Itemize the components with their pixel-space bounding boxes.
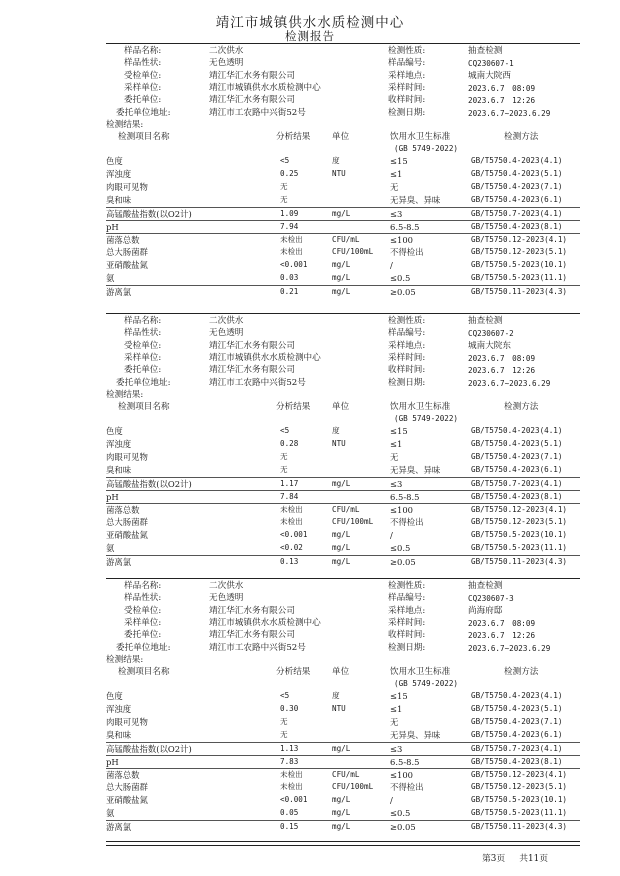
value-client: 靖江华汇水务有限公司: [209, 630, 295, 641]
table-row: [106, 464, 580, 477]
col-standard-sub: (GB 5749-2022): [394, 414, 459, 423]
results-label: 检测结果:: [106, 390, 144, 400]
cell-unit: mg/L: [332, 209, 351, 218]
cell-result: 0.13: [280, 557, 299, 566]
cell-method: GB/T5750.12-2023(4.1): [471, 505, 568, 514]
cell-method: GB/T5750.12-2023(4.1): [471, 770, 568, 779]
cell-standard: 无: [390, 452, 399, 462]
cell-result: 未检出: [280, 247, 303, 256]
cell-unit: CFU/mL: [332, 505, 360, 514]
cell-item: 浑浊度: [106, 169, 132, 179]
cell-method: GB/T5750.4-2023(8.1): [471, 757, 563, 766]
cell-method: GB/T5750.11-2023(4.3): [471, 557, 568, 566]
cell-item: pH: [106, 757, 119, 767]
value-client_address: 靖江市工农路中兴街52号: [209, 107, 306, 118]
table-row: [106, 716, 580, 729]
cell-item: 色度: [106, 156, 123, 166]
label-sampling_time: 采样时间:: [388, 352, 426, 363]
cell-unit: 度: [332, 426, 340, 435]
cell-item: 游离氯: [106, 557, 132, 567]
table-row: [106, 272, 580, 285]
cell-standard: 不得检出: [390, 517, 424, 527]
cell-standard: 无: [390, 182, 399, 192]
table-row: [106, 529, 580, 542]
cell-result: <0.02: [280, 543, 303, 552]
cell-standard: 6.5-8.5: [390, 222, 420, 232]
label-client_address: 委托单位地址:: [116, 642, 171, 653]
cell-result: 未检出: [280, 770, 303, 779]
table-row: [106, 168, 580, 181]
cell-result: 1.17: [280, 479, 299, 488]
table-row: [106, 555, 580, 569]
value-sample_name: 二次供水: [209, 46, 244, 56]
table-row: [106, 781, 580, 794]
report-subtitle: 检测报告: [285, 29, 335, 43]
cell-unit: CFU/100mL: [332, 517, 374, 526]
value-client: 靖江华汇水务有限公司: [209, 95, 295, 106]
page-footer: [482, 851, 562, 864]
col-standard-sub: (GB 5749-2022): [394, 679, 459, 688]
col-item: 检测项目名称: [118, 402, 170, 412]
cell-standard: 6.5-8.5: [390, 492, 420, 502]
value-inspected_unit: 靖江华汇水务有限公司: [209, 340, 295, 351]
table-row: [106, 233, 580, 247]
cell-method: GB/T5750.7-2023(4.1): [471, 744, 563, 753]
cell-method: GB/T5750.4-2023(5.1): [471, 169, 563, 178]
cell-item: 氨: [106, 543, 115, 553]
cell-result: 1.09: [280, 209, 299, 218]
cell-standard: ≤0.5: [390, 808, 411, 818]
col-unit: 单位: [332, 667, 350, 677]
col-unit: 单位: [332, 132, 350, 142]
label-sample_name: 样品名称:: [124, 316, 162, 326]
cell-item: 臭和味: [106, 195, 132, 205]
cell-unit: NTU: [332, 169, 346, 178]
cell-item: 菌落总数: [106, 770, 140, 780]
value-test_nature: 抽查检测: [468, 46, 503, 56]
cell-item: 浑浊度: [106, 704, 132, 714]
label-client_address: 委托单位地址:: [116, 107, 171, 118]
col-result: 分析结果: [276, 667, 311, 677]
table-row: [106, 755, 580, 769]
cell-unit: CFU/100mL: [332, 247, 374, 256]
cell-unit: NTU: [332, 704, 346, 713]
cell-item: 亚硝酸盐氮: [106, 260, 148, 270]
value-test_nature: 抽查检测: [468, 581, 503, 591]
col-item: 检测项目名称: [118, 667, 170, 677]
sample-section-1: [106, 43, 580, 304]
cell-standard: ≤1: [390, 704, 403, 714]
cell-result: 0.15: [280, 822, 299, 831]
label-sampling_time: 采样时间:: [388, 617, 426, 628]
cell-unit: mg/L: [332, 273, 351, 282]
cell-method: GB/T5750.5-2023(10.1): [471, 260, 568, 269]
sample-section-2: [106, 313, 580, 574]
page-number: 第3页: [482, 854, 506, 864]
label-inspected_unit: 受检单位:: [124, 70, 162, 81]
col-item: 检测项目名称: [118, 132, 170, 142]
cell-standard: ≤1: [390, 169, 403, 179]
table-row: [106, 807, 580, 820]
label-sampling_site: 采样地点:: [388, 340, 426, 351]
cell-method: GB/T5750.7-2023(4.1): [471, 479, 563, 488]
value-test_date: 2023.6.7~2023.6.29: [468, 108, 551, 118]
value-sample_name: 二次供水: [209, 581, 244, 591]
cell-result: 未检出: [280, 782, 303, 791]
col-method: 检测方法: [504, 667, 539, 677]
cell-method: GB/T5750.5-2023(11.1): [471, 543, 568, 552]
label-client: 委托单位:: [124, 95, 162, 106]
cell-unit: mg/L: [332, 543, 351, 552]
label-sampling_unit: 采样单位:: [124, 352, 162, 363]
cell-method: GB/T5750.4-2023(4.1): [471, 156, 563, 165]
cell-standard: ≥0.05: [390, 557, 416, 567]
cell-method: GB/T5750.5-2023(11.1): [471, 273, 568, 282]
table-row: [106, 477, 580, 491]
cell-standard: ≤100: [390, 235, 414, 245]
value-sampling_unit: 靖江市城镇供水水质检测中心: [209, 617, 321, 628]
cell-method: GB/T5750.4-2023(7.1): [471, 452, 563, 461]
cell-unit: 度: [332, 156, 340, 165]
cell-result: 0.05: [280, 808, 299, 817]
cell-method: GB/T5750.4-2023(4.1): [471, 426, 563, 435]
label-sample_appearance: 样品性状:: [124, 593, 162, 604]
cell-standard: ≤15: [390, 691, 408, 701]
footer-divider: [106, 845, 580, 846]
cell-unit: mg/L: [332, 795, 351, 804]
table-row: [106, 742, 580, 756]
cell-standard: ≤0.5: [390, 543, 411, 553]
value-receive_time: 2023.6.7 12:26: [468, 631, 536, 641]
cell-standard: /: [390, 795, 393, 805]
cell-method: GB/T5750.4-2023(7.1): [471, 182, 563, 191]
cell-item: 菌落总数: [106, 235, 140, 245]
cell-result: 无: [280, 730, 288, 739]
value-sampling_time: 2023.6.7 08:09: [468, 618, 536, 628]
cell-result: <0.001: [280, 530, 308, 539]
cell-unit: mg/L: [332, 260, 351, 269]
table-row: [106, 285, 580, 299]
cell-unit: mg/L: [332, 287, 351, 296]
cell-item: 高锰酸盐指数(以O2计): [106, 209, 192, 219]
cell-method: GB/T5750.7-2023(4.1): [471, 209, 563, 218]
label-sample_appearance: 样品性状:: [124, 328, 162, 339]
col-standard: 饮用水卫生标准: [390, 667, 451, 677]
value-test_date: 2023.6.7~2023.6.29: [468, 643, 551, 653]
label-client_address: 委托单位地址:: [116, 377, 171, 388]
label-test_date: 检测日期:: [388, 107, 426, 118]
cell-result: 1.13: [280, 744, 299, 753]
table-row: [106, 542, 580, 555]
label-sampling_unit: 采样单位:: [124, 82, 162, 93]
cell-item: 肉眼可见物: [106, 182, 148, 192]
cell-item: 总大肠菌群: [106, 247, 148, 257]
label-inspected_unit: 受检单位:: [124, 605, 162, 616]
cell-standard: 无异臭、异味: [390, 730, 441, 740]
cell-method: GB/T5750.4-2023(5.1): [471, 439, 563, 448]
table-row: [106, 703, 580, 716]
cell-result: 无: [280, 452, 288, 461]
value-sample_no: CQ230607-2: [468, 329, 514, 339]
cell-method: GB/T5750.4-2023(8.1): [471, 222, 563, 231]
cell-method: GB/T5750.12-2023(5.1): [471, 517, 568, 526]
value-sampling_time: 2023.6.7 08:09: [468, 353, 536, 363]
cell-standard: ≤100: [390, 770, 414, 780]
cell-result: 0.25: [280, 169, 299, 178]
results-label: 检测结果:: [106, 655, 144, 665]
cell-result: <5: [280, 426, 290, 435]
value-sample_no: CQ230607-3: [468, 594, 514, 604]
cell-result: 7.83: [280, 757, 299, 766]
table-row: [106, 516, 580, 529]
cell-standard: ≤3: [390, 209, 403, 219]
cell-result: 0.21: [280, 287, 299, 296]
table-row: [106, 690, 580, 703]
col-unit: 单位: [332, 402, 350, 412]
value-client: 靖江华汇水务有限公司: [209, 365, 295, 376]
col-standard-sub: (GB 5749-2022): [394, 144, 459, 153]
value-sample_name: 二次供水: [209, 316, 244, 326]
label-sample_no: 样品编号:: [388, 593, 426, 604]
cell-item: 色度: [106, 691, 123, 701]
cell-item: 肉眼可见物: [106, 717, 148, 727]
cell-result: 未检出: [280, 517, 303, 526]
label-receive_time: 收样时间:: [388, 365, 426, 376]
label-sample_name: 样品名称:: [124, 581, 162, 591]
cell-method: GB/T5750.4-2023(8.1): [471, 492, 563, 501]
value-client_address: 靖江市工农路中兴街52号: [209, 642, 306, 653]
value-sampling_unit: 靖江市城镇供水水质检测中心: [209, 82, 321, 93]
table-row: [106, 181, 580, 194]
cell-unit: mg/L: [332, 822, 351, 831]
cell-method: GB/T5750.4-2023(4.1): [471, 691, 563, 700]
cell-method: GB/T5750.5-2023(10.1): [471, 530, 568, 539]
cell-item: 游离氯: [106, 287, 132, 297]
col-standard: 饮用水卫生标准: [390, 402, 451, 412]
cell-result: <0.001: [280, 260, 308, 269]
cell-method: GB/T5750.4-2023(5.1): [471, 704, 563, 713]
table-row: [106, 729, 580, 742]
cell-method: GB/T5750.12-2023(5.1): [471, 247, 568, 256]
cell-standard: ≤15: [390, 156, 408, 166]
cell-unit: mg/L: [332, 479, 351, 488]
cell-standard: 不得检出: [390, 247, 424, 257]
cell-result: 无: [280, 717, 288, 726]
label-sampling_unit: 采样单位:: [124, 617, 162, 628]
label-sample_no: 样品编号:: [388, 58, 426, 69]
value-sampling_time: 2023.6.7 08:09: [468, 83, 536, 93]
cell-unit: CFU/mL: [332, 770, 360, 779]
cell-standard: ≤1: [390, 439, 403, 449]
col-standard: 饮用水卫生标准: [390, 132, 451, 142]
cell-item: 氨: [106, 273, 115, 283]
cell-standard: /: [390, 260, 393, 270]
cell-result: 7.84: [280, 492, 299, 501]
cell-standard: ≤3: [390, 744, 403, 754]
cell-item: 高锰酸盐指数(以O2计): [106, 479, 192, 489]
cell-method: GB/T5750.12-2023(4.1): [471, 235, 568, 244]
cell-item: 游离氯: [106, 822, 132, 832]
cell-method: GB/T5750.4-2023(6.1): [471, 465, 563, 474]
label-test_date: 检测日期:: [388, 377, 426, 388]
cell-method: GB/T5750.4-2023(6.1): [471, 195, 563, 204]
label-test_nature: 检测性质:: [388, 316, 426, 326]
cell-method: GB/T5750.11-2023(4.3): [471, 822, 568, 831]
label-sampling_time: 采样时间:: [388, 82, 426, 93]
value-inspected_unit: 靖江华汇水务有限公司: [209, 605, 295, 616]
label-sample_appearance: 样品性状:: [124, 58, 162, 69]
value-sampling_unit: 靖江市城镇供水水质检测中心: [209, 352, 321, 363]
cell-method: GB/T5750.4-2023(7.1): [471, 717, 563, 726]
value-sampling_site: 尚海府邸: [468, 605, 503, 616]
cell-standard: ≤3: [390, 479, 403, 489]
value-client_address: 靖江市工农路中兴街52号: [209, 377, 306, 388]
cell-unit: CFU/100mL: [332, 782, 374, 791]
value-sample_no: CQ230607-1: [468, 59, 514, 69]
col-method: 检测方法: [504, 402, 539, 412]
value-test_date: 2023.6.7~2023.6.29: [468, 378, 551, 388]
cell-item: 亚硝酸盐氮: [106, 530, 148, 540]
label-test_nature: 检测性质:: [388, 581, 426, 591]
cell-unit: NTU: [332, 439, 346, 448]
table-row: [106, 451, 580, 464]
col-result: 分析结果: [276, 132, 311, 142]
cell-result: <5: [280, 691, 290, 700]
cell-item: 总大肠菌群: [106, 517, 148, 527]
cell-standard: 6.5-8.5: [390, 757, 420, 767]
label-sampling_site: 采样地点:: [388, 70, 426, 81]
col-result: 分析结果: [276, 402, 311, 412]
cell-standard: ≥0.05: [390, 822, 416, 832]
cell-standard: 无: [390, 717, 399, 727]
table-row: [106, 194, 580, 207]
cell-result: 0.28: [280, 439, 299, 448]
cell-item: 氨: [106, 808, 115, 818]
cell-standard: 无异臭、异味: [390, 465, 441, 475]
table-row: [106, 425, 580, 438]
cell-standard: ≥0.05: [390, 287, 416, 297]
table-row: [106, 246, 580, 259]
cell-unit: 度: [332, 691, 340, 700]
value-test_nature: 抽查检测: [468, 316, 503, 326]
cell-item: 高锰酸盐指数(以O2计): [106, 744, 192, 754]
sample-section-3: [106, 578, 580, 842]
value-receive_time: 2023.6.7 12:26: [468, 96, 536, 106]
cell-unit: CFU/mL: [332, 235, 360, 244]
cell-unit: mg/L: [332, 557, 351, 566]
cell-method: GB/T5750.5-2023(10.1): [471, 795, 568, 804]
label-sample_no: 样品编号:: [388, 328, 426, 339]
cell-item: pH: [106, 492, 119, 502]
cell-method: GB/T5750.5-2023(11.1): [471, 808, 568, 817]
cell-method: GB/T5750.4-2023(6.1): [471, 730, 563, 739]
cell-standard: /: [390, 530, 393, 540]
label-client: 委托单位:: [124, 630, 162, 641]
cell-result: <5: [280, 156, 290, 165]
cell-method: GB/T5750.12-2023(5.1): [471, 782, 568, 791]
label-sampling_site: 采样地点:: [388, 605, 426, 616]
cell-item: 总大肠菌群: [106, 782, 148, 792]
value-sample_appearance: 无色透明: [209, 58, 244, 69]
cell-result: 7.94: [280, 222, 299, 231]
cell-standard: 无异臭、异味: [390, 195, 441, 205]
cell-method: GB/T5750.11-2023(4.3): [471, 287, 568, 296]
cell-result: 0.30: [280, 704, 299, 713]
cell-item: 臭和味: [106, 730, 132, 740]
table-row: [106, 794, 580, 807]
label-inspected_unit: 受检单位:: [124, 340, 162, 351]
table-row: [106, 820, 580, 834]
cell-standard: 不得检出: [390, 782, 424, 792]
label-client: 委托单位:: [124, 365, 162, 376]
table-row: [106, 207, 580, 221]
label-receive_time: 收样时间:: [388, 95, 426, 106]
cell-standard: ≤100: [390, 505, 414, 515]
cell-unit: mg/L: [332, 530, 351, 539]
label-sample_name: 样品名称:: [124, 46, 162, 56]
label-test_nature: 检测性质:: [388, 46, 426, 56]
value-sample_appearance: 无色透明: [209, 593, 244, 604]
cell-standard: ≤0.5: [390, 273, 411, 283]
cell-unit: mg/L: [332, 744, 351, 753]
cell-item: 色度: [106, 426, 123, 436]
cell-item: 菌落总数: [106, 505, 140, 515]
cell-item: 臭和味: [106, 465, 132, 475]
cell-result: 未检出: [280, 235, 303, 244]
cell-unit: mg/L: [332, 808, 351, 817]
report-title: 靖江市城镇供水水质检测中心: [215, 15, 405, 31]
cell-result: <0.001: [280, 795, 308, 804]
table-row: [106, 155, 580, 168]
cell-item: 浑浊度: [106, 439, 132, 449]
table-row: [106, 220, 580, 234]
cell-item: 亚硝酸盐氮: [106, 795, 148, 805]
table-row: [106, 503, 580, 517]
table-row: [106, 768, 580, 782]
table-row: [106, 259, 580, 272]
cell-result: 无: [280, 195, 288, 204]
results-label: 检测结果:: [106, 120, 144, 130]
col-method: 检测方法: [504, 132, 539, 142]
cell-item: 肉眼可见物: [106, 452, 148, 462]
value-receive_time: 2023.6.7 12:26: [468, 366, 536, 376]
cell-result: 无: [280, 465, 288, 474]
cell-standard: ≤15: [390, 426, 408, 436]
cell-result: 0.03: [280, 273, 299, 282]
label-test_date: 检测日期:: [388, 642, 426, 653]
value-sampling_site: 城南大院东: [468, 340, 511, 351]
cell-result: 未检出: [280, 505, 303, 514]
value-inspected_unit: 靖江华汇水务有限公司: [209, 70, 295, 81]
table-row: [106, 490, 580, 504]
value-sample_appearance: 无色透明: [209, 328, 244, 339]
label-receive_time: 收样时间:: [388, 630, 426, 641]
value-sampling_site: 城南大院西: [468, 70, 511, 81]
cell-result: 无: [280, 182, 288, 191]
cell-item: pH: [106, 222, 119, 232]
table-row: [106, 438, 580, 451]
page-total: 共11页: [519, 854, 548, 864]
